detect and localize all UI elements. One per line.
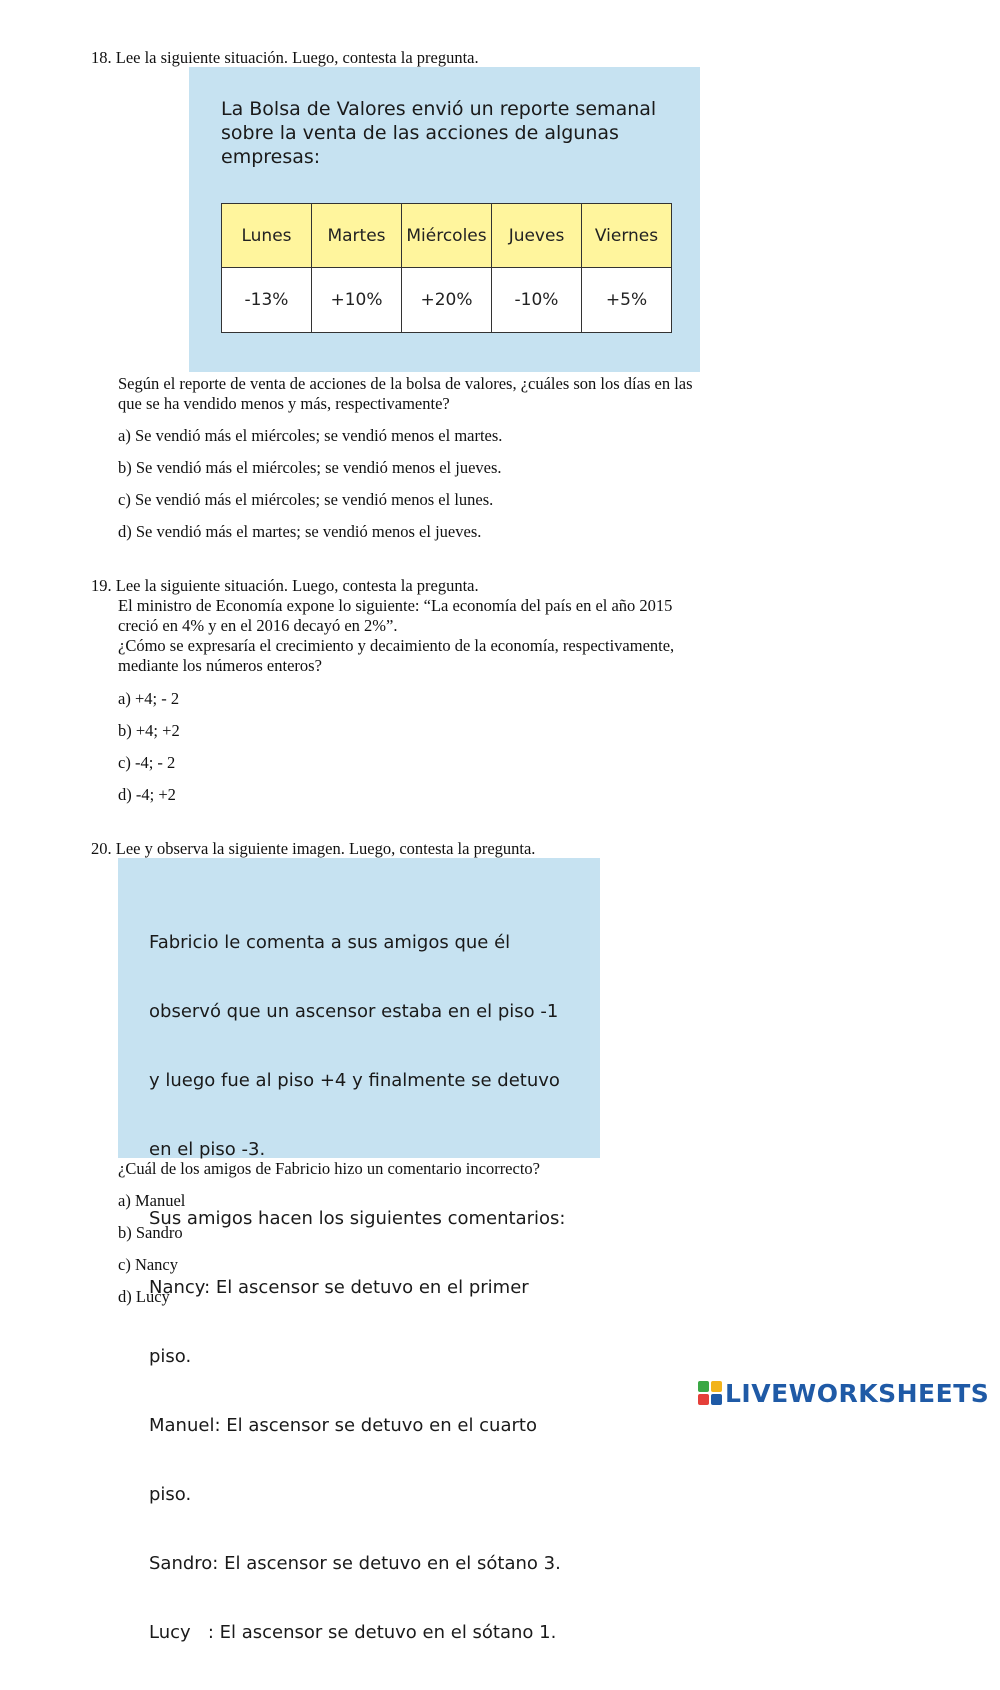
q20-box-line: Fabricio le comenta a sus amigos que él — [149, 932, 511, 953]
q19-option-c[interactable]: c) -4; - 2 — [118, 753, 176, 772]
q20-question: ¿Cuál de los amigos de Fabricio hizo un comentario incorrecto? — [118, 1159, 540, 1178]
value-cell-jueves: -10% — [492, 268, 582, 333]
q18-box-line: sobre la venta de las acciones de algunas — [221, 122, 619, 144]
q20-box-line: Lucy : El ascensor se detuvo en el sótano 1. — [149, 1622, 557, 1643]
q18-number: 18. — [91, 48, 112, 67]
q20-box-line: Nancy: El ascensor se detuvo en el primer — [149, 1277, 529, 1298]
q19-text-line: mediante los números enteros? — [118, 656, 322, 675]
liveworksheets-logo[interactable] — [698, 1379, 989, 1407]
q20-box-line: Manuel: El ascensor se detuvo en el cuarto — [149, 1415, 537, 1436]
q19-prompt: Lee la siguiente situación. Luego, contesta la pregunta. — [115, 576, 479, 595]
liveworksheets-logo-icon — [698, 1381, 722, 1405]
q20-header — [91, 839, 535, 859]
header-cell-jueves: Jueves — [492, 204, 582, 268]
q20-option-a[interactable]: a) Manuel — [118, 1191, 186, 1210]
q20-box-line: Sandro: El ascensor se detuvo en el sótano 3. — [149, 1553, 561, 1574]
q20-box-line: piso. — [149, 1346, 192, 1367]
q20-option-b[interactable]: b) Sandro — [118, 1223, 183, 1242]
value-cell-lunes: -13% — [222, 268, 312, 333]
q18-box-line: La Bolsa de Valores envió un reporte semanal — [221, 98, 657, 120]
q18-question-line: que se ha vendido menos y más, respectivamente? — [118, 394, 450, 413]
q20-box-line: y luego fue al piso +4 y finalmente se detuvo — [149, 1070, 560, 1091]
q19-option-a[interactable]: a) +4; - 2 — [118, 689, 180, 708]
q19-option-b[interactable]: b) +4; +2 — [118, 721, 180, 740]
header-cell-lunes: Lunes — [222, 204, 312, 268]
q18-box-line: empresas: — [221, 146, 321, 168]
value-cell-miercoles: +20% — [402, 268, 492, 333]
liveworksheets-logo-text: LIVEWORKSHEETS — [725, 1378, 990, 1408]
q20-box-line: piso. — [149, 1484, 192, 1505]
value-cell-viernes: +5% — [582, 268, 672, 333]
q18-prompt: Lee la siguiente situación. Luego, contesta la pregunta. — [115, 48, 479, 67]
q18-option-b[interactable]: b) Se vendió más el miércoles; se vendió menos el jueves. — [118, 458, 502, 477]
q20-option-d[interactable]: d) Lucy — [118, 1287, 170, 1306]
q20-box-line: en el piso -3. — [149, 1139, 266, 1160]
q18-option-a[interactable]: a) Se vendió más el miércoles; se vendió menos el martes. — [118, 426, 503, 445]
q19-text-line: ¿Cómo se expresaría el crecimiento y decaimiento de la economía, respectivamente, — [118, 636, 675, 655]
value-cell-martes: +10% — [312, 268, 402, 333]
q20-box-text — [149, 885, 566, 1690]
q20-box-line: observó que un ascensor estaba en el piso -1 — [149, 1001, 559, 1022]
q18-option-c[interactable]: c) Se vendió más el miércoles; se vendió menos el lunes. — [118, 490, 494, 509]
q18-box-text — [221, 97, 656, 169]
header-cell-viernes: Viernes — [582, 204, 672, 268]
q19-text-line: creció en 4% y en el 2016 decayó en 2%”. — [118, 616, 398, 635]
q19-number: 19. — [91, 576, 112, 595]
header-cell-martes: Martes — [312, 204, 402, 268]
table-values-row — [222, 268, 672, 333]
q18-question — [118, 374, 693, 414]
q19-text — [118, 596, 674, 676]
q19-option-d[interactable]: d) -4; +2 — [118, 785, 176, 804]
q19-header — [91, 576, 479, 596]
q20-option-c[interactable]: c) Nancy — [118, 1255, 179, 1274]
header-cell-miercoles: Miércoles — [402, 204, 492, 268]
q18-stock-table — [221, 203, 672, 333]
table-header-row — [222, 204, 672, 268]
q18-header — [91, 48, 479, 68]
q20-box-line: Sus amigos hacen los siguientes comentarios: — [149, 1208, 566, 1229]
q20-number: 20. — [91, 839, 112, 858]
q18-question-line: Según el reporte de venta de acciones de la bolsa de valores, ¿cuáles son los días en las — [118, 374, 693, 393]
q18-option-d[interactable]: d) Se vendió más el martes; se vendió menos el jueves. — [118, 522, 482, 541]
q19-text-line: El ministro de Economía expone lo siguiente: “La economía del país en el año 2015 — [118, 596, 673, 615]
q20-prompt: Lee y observa la siguiente imagen. Luego, contesta la pregunta. — [115, 839, 536, 858]
